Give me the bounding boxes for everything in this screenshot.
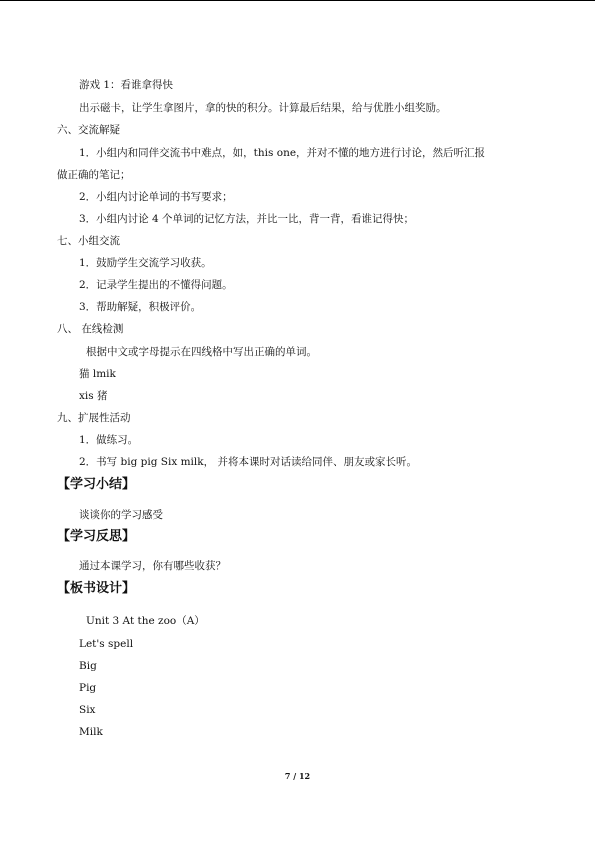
board-title: Unit 3 At the zoo（A） (86, 615, 205, 627)
board-design-heading: 【板书设计】 (57, 581, 136, 596)
summary-text: 谈谈你的学习感受 (79, 509, 163, 521)
summary-heading: 【学习小结】 (57, 477, 136, 492)
section-8-title: 八、 在线检测 (57, 323, 124, 335)
section-9-title: 九、扩展性活动 (57, 412, 131, 424)
section-7-item-3: 3．帮助解疑，积极评价。 (79, 301, 202, 313)
board-word: Big (79, 660, 97, 672)
section-6-item-2: 2．小组内讨论单词的书写要求； (79, 191, 233, 203)
section-9-item-1: 1．做练习。 (79, 434, 139, 446)
section-6-item-1: 1．小组内和同伴交流书中难点，如，this one，并对不懂的地方进行讨论，然后听汇报 (79, 147, 486, 159)
board-word: Pig (79, 682, 97, 694)
section-8-row-2: xis 猪 (79, 390, 108, 402)
board-word: Milk (79, 726, 103, 738)
game-title: 游戏 1：看谁拿得快 (79, 79, 174, 91)
section-7-title: 七、小组交流 (57, 235, 120, 247)
section-6-item-3: 3．小组内讨论 4 个单词的记忆方法，并比一比，背一背，看谁记得快； (79, 213, 415, 225)
section-6-title: 六、交流解疑 (57, 124, 120, 136)
section-7-item-1: 1．鼓励学生交流学习收获。 (79, 257, 212, 269)
section-6-item-1-cont: 做正确的笔记； (57, 169, 131, 181)
board-word: Let's spell (79, 638, 134, 650)
section-7-item-2: 2．记录学生提出的不懂得问题。 (79, 279, 233, 291)
reflection-heading: 【学习反思】 (57, 529, 136, 544)
section-8-description: 根据中文或字母提示在四线格中写出正确的单词。 (86, 346, 317, 358)
board-word: Six (79, 704, 96, 716)
page-number: 7 / 12 (284, 771, 311, 781)
section-8-row-1: 猫 lmik (79, 368, 116, 380)
section-9-item-2: 2．书写 big pig Six milk， 并将本课时对话读给同伴、朋友或家长听。 (79, 456, 417, 468)
page-top-rule (0, 0, 595, 1)
reflection-text: 通过本课学习，你有哪些收获？ (79, 560, 226, 572)
game-description: 出示磁卡，让学生拿图片，拿的快的积分。计算最后结果，给与优胜小组奖励。 (79, 102, 447, 114)
